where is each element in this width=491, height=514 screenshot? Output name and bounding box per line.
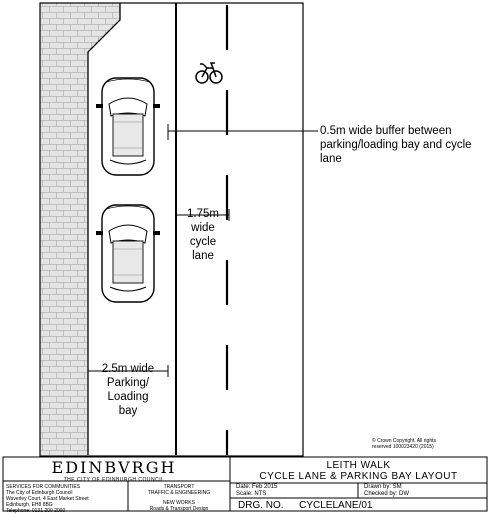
cycle-lane-line3: cycle (189, 236, 217, 248)
drawing-title: CYCLE LANE & PARKING BAY LAYOUT (259, 471, 458, 482)
date-scale (236, 484, 356, 498)
project-title: LEITH WALK (326, 460, 391, 471)
department: SERVICES FOR COMMUNITIES (6, 484, 81, 490)
parking-line4: bay (118, 405, 138, 417)
team-line-1: TRANSPORT (163, 484, 195, 490)
drawing-titles (230, 460, 487, 482)
car-lower (96, 205, 160, 302)
logo-wordmark: EDINBVRGH (51, 458, 177, 477)
works-line-2: Roads & Transport Design (149, 506, 209, 512)
works-line-1: NEW WORKS (163, 500, 195, 506)
telephone: Telephone: 0131 200 2000 (6, 508, 66, 514)
drg-number: CYCLELANE/01 (299, 500, 373, 511)
council-address (6, 484, 126, 514)
address-line-1: The City of Edinburgh Council (6, 490, 73, 496)
logo-tagline: THE CITY OF EDINBURGH COUNCIL (63, 477, 165, 483)
checked-by-field: Checked by: DW (364, 491, 410, 497)
cycle-lane-width: 1.75m (187, 208, 219, 220)
cycle-lane-annotation (178, 207, 228, 263)
drawn-checked (364, 484, 484, 498)
team-details (130, 484, 228, 512)
drg-label: DRG. NO. (238, 500, 284, 511)
cycle-lane-line2: wide (191, 222, 215, 234)
parking-line3: Loading (107, 391, 149, 403)
buffer-annotation: 0.5m wide buffer between parking/loading bay and cycle lane (320, 125, 472, 165)
cycle-lane-line4: lane (192, 250, 214, 262)
car-upper (96, 78, 160, 175)
date-field: Date: Feb 2015 (236, 484, 278, 490)
address-line-2: Waverley Court, 4 East Market Street (6, 496, 89, 502)
edinburgh-logo (24, 459, 204, 483)
drawn-by-field: Drawn by: SM (364, 484, 402, 490)
parking-annotation (87, 362, 169, 418)
parking-line2: Parking/ (106, 377, 150, 389)
scale-field: Scale: NTS (236, 491, 267, 497)
team-line-2: TRAFFIC & ENGINEERING (147, 490, 211, 496)
copyright-note: © Crown Copyright. All rights reserved 100023420 (2015) (372, 438, 436, 450)
address-line-3: Edinburgh, EH8 8BG (6, 502, 53, 508)
drawing-number (238, 500, 486, 511)
parking-width: 2.5m wide (101, 363, 155, 375)
